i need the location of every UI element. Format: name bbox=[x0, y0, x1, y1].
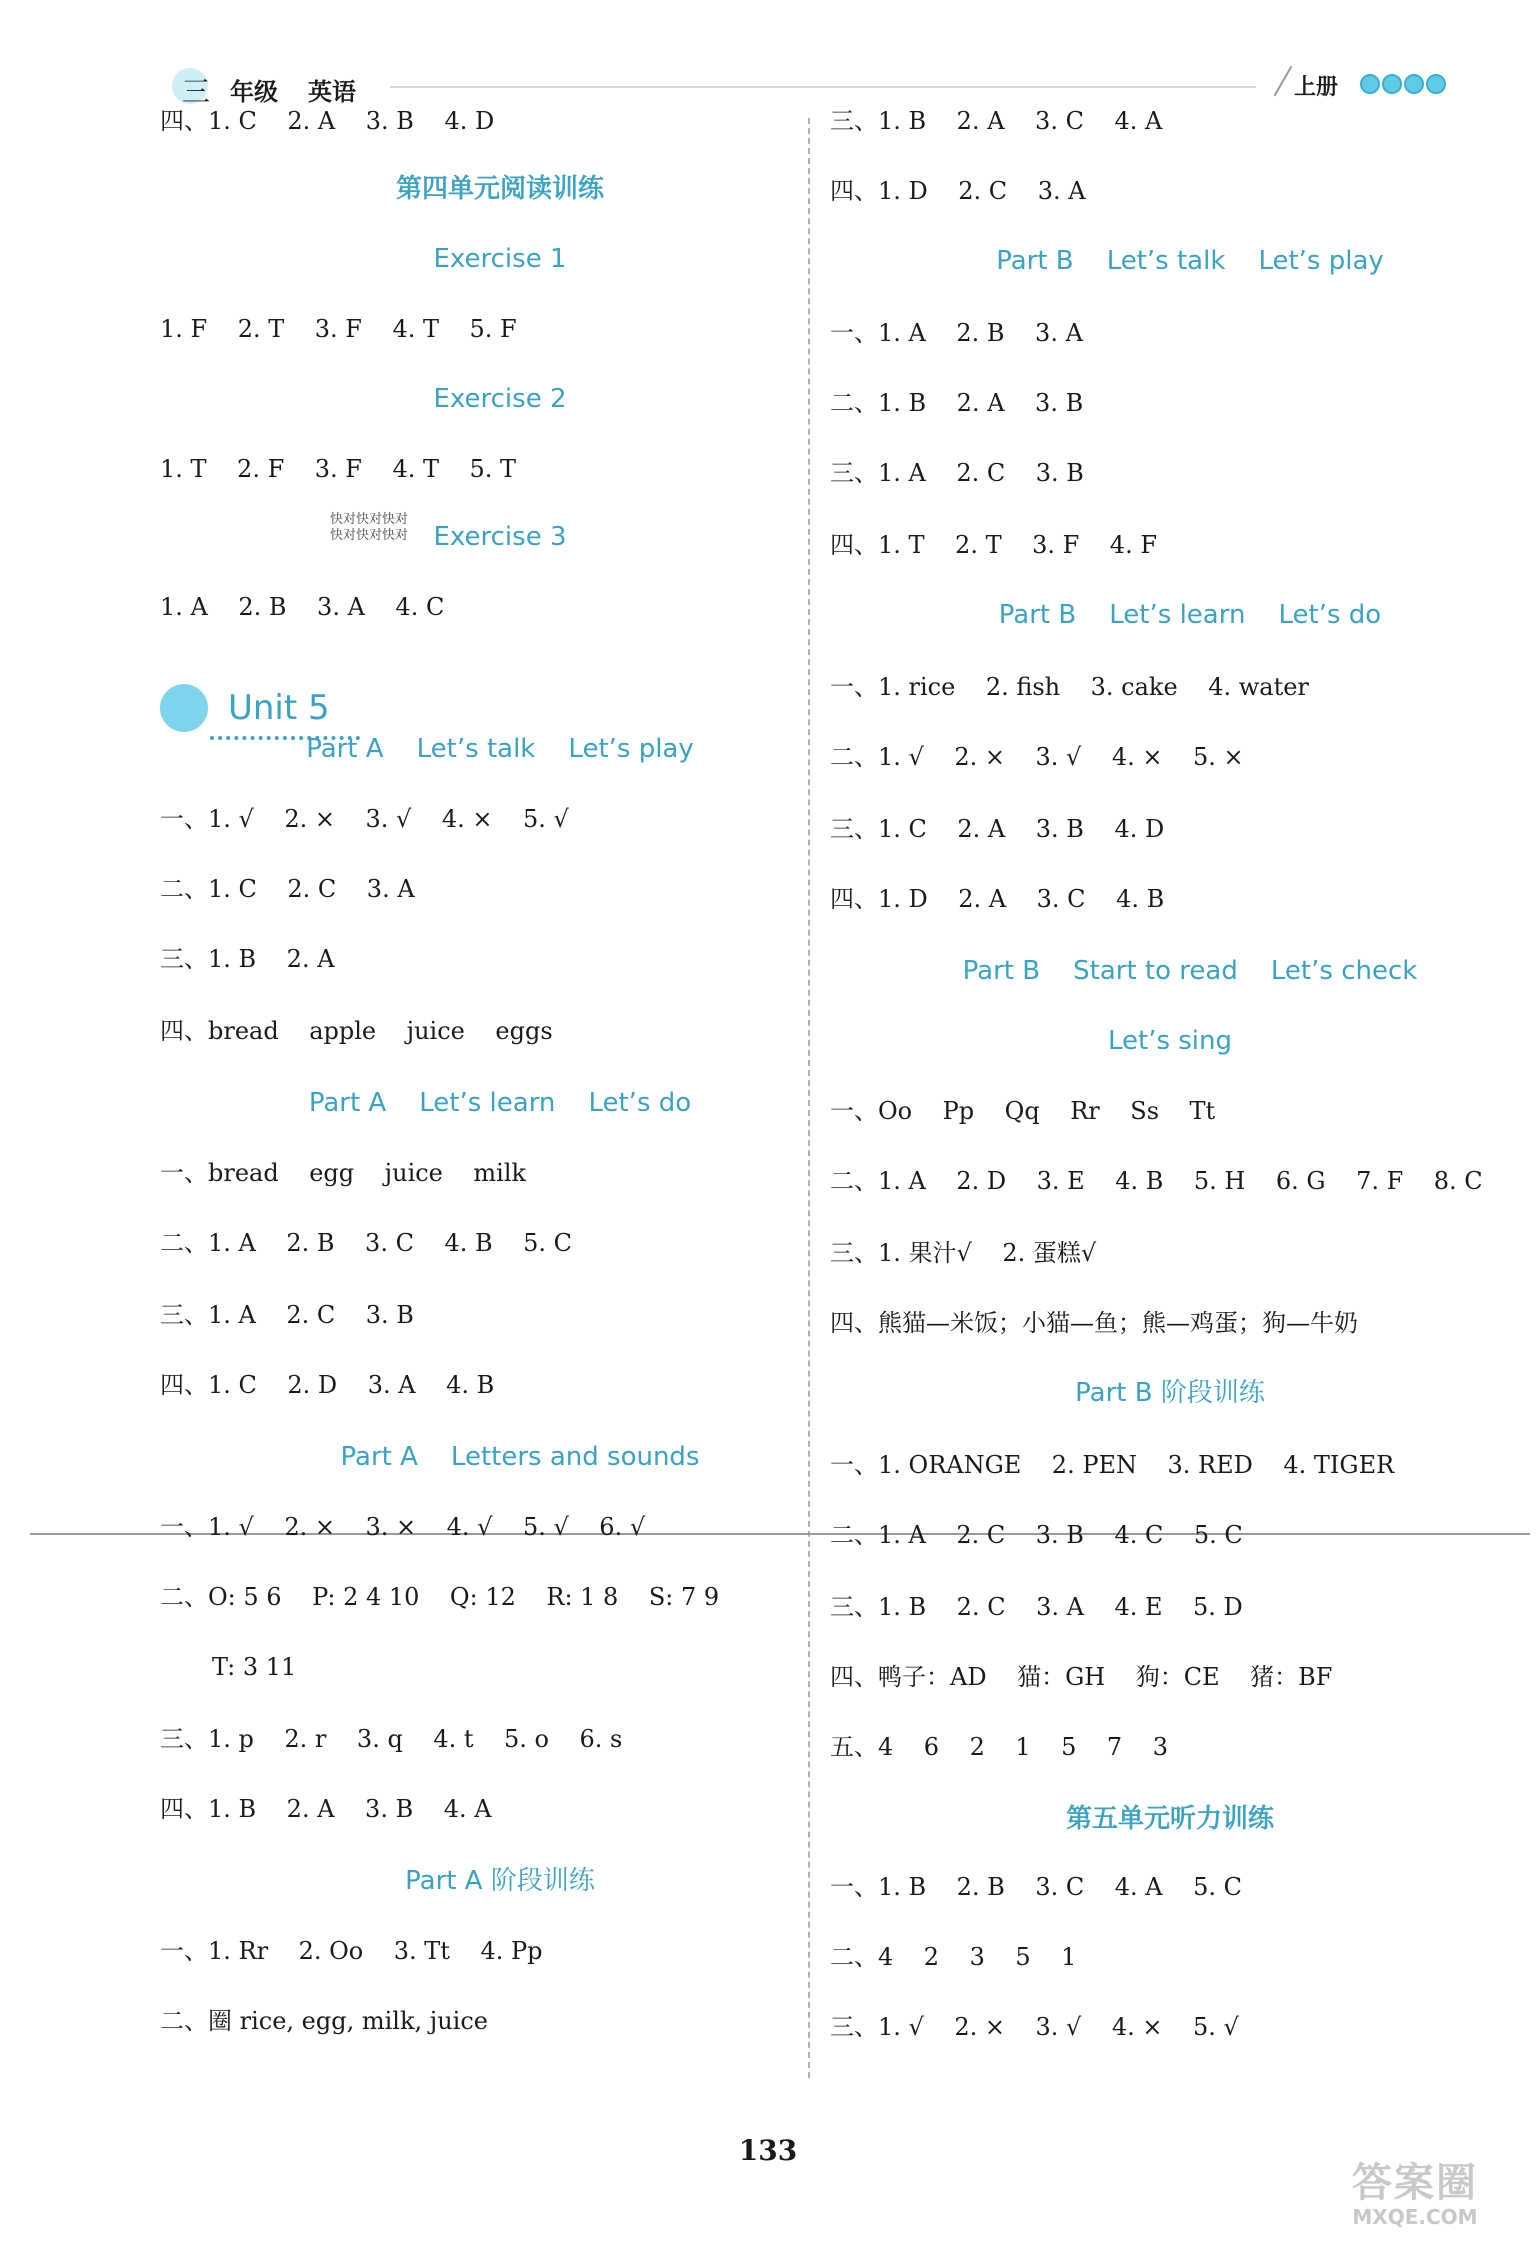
dot-icon bbox=[1426, 74, 1446, 94]
section-heading: 第四单元阅读训练 bbox=[395, 174, 604, 204]
watermark bbox=[1310, 2160, 1520, 2234]
answer-row: 二、圈 rice, egg, milk, juice bbox=[160, 2007, 488, 2035]
answer-row: 四、bread apple juice eggs bbox=[160, 1017, 553, 1045]
answer-row: 一、bread egg juice milk bbox=[160, 1159, 527, 1187]
section-heading: Part A 阶段训练 bbox=[405, 1866, 595, 1896]
answer-row: 四、熊猫—米饭；小猫—鱼；熊—鸡蛋；狗—牛奶 bbox=[830, 1309, 1358, 1337]
answer-row: 一、Oo Pp Qq Rr Ss Tt bbox=[830, 1097, 1216, 1125]
answer-row: 二、1. A 2. B 3. C 4. B 5. C bbox=[160, 1229, 573, 1257]
answer-row: 四、1. D 2. C 3. A bbox=[830, 177, 1086, 205]
answer-row: 二、4 2 3 5 1 bbox=[830, 1943, 1077, 1971]
answer-row: 三、1. B 2. A 3. C 4. A bbox=[830, 107, 1163, 135]
answer-row: 二、1. C 2. C 3. A bbox=[160, 875, 415, 903]
answer-row: 一、1. A 2. B 3. A bbox=[830, 319, 1083, 347]
page-header bbox=[160, 62, 1446, 112]
unit-circle-icon bbox=[160, 684, 208, 732]
answer-row: 三、1. √ 2. × 3. √ 4. × 5. √ bbox=[830, 2013, 1239, 2041]
section-heading: 第五单元听力训练 bbox=[1065, 1804, 1274, 1834]
answer-row: 一、1. ORANGE 2. PEN 3. RED 4. TIGER bbox=[830, 1451, 1395, 1479]
answer-row: 一、1. rice 2. fish 3. cake 4. water bbox=[830, 673, 1309, 701]
volume-label: 上册 bbox=[1293, 75, 1338, 100]
section-heading: Let’s sing bbox=[1107, 1026, 1233, 1056]
subject-label: 英语 bbox=[308, 78, 356, 106]
answer-row: 二、1. B 2. A 3. B bbox=[830, 389, 1084, 417]
answer-row: 四、1. T 2. T 3. F 4. F bbox=[830, 531, 1157, 559]
answer-row: 二、1. √ 2. × 3. √ 4. × 5. × bbox=[830, 743, 1244, 771]
dot-icon bbox=[1404, 74, 1424, 94]
section-heading: Part A Letters and sounds bbox=[340, 1442, 700, 1472]
section-heading: Part B Let’s learn Let’s do bbox=[998, 600, 1382, 630]
answer-row: 1. F 2. T 3. F 4. T 5. F bbox=[160, 315, 517, 343]
answer-row: 二、O: 5 6 P: 2 4 10 Q: 12 R: 1 8 S: 7 9 bbox=[160, 1583, 720, 1611]
answer-row: 四、1. D 2. A 3. C 4. B bbox=[830, 885, 1165, 913]
unit-title: Unit 5 bbox=[228, 688, 330, 728]
answer-row: 二、1. A 2. D 3. E 4. B 5. H 6. G 7. F 8. C bbox=[830, 1167, 1483, 1195]
answer-row: T: 3 11 bbox=[212, 1653, 297, 1681]
answer-row: 四、1. C 2. A 3. B 4. D bbox=[160, 107, 495, 135]
answer-row: 一、1. √ 2. × 3. × 4. √ 5. √ 6. √ bbox=[160, 1513, 646, 1541]
answer-row: 三、1. C 2. A 3. B 4. D bbox=[830, 815, 1165, 843]
answer-row: 1. T 2. F 3. F 4. T 5. T bbox=[160, 455, 517, 483]
dot-icon bbox=[1360, 74, 1380, 94]
header-dots-decoration bbox=[1360, 74, 1446, 94]
answer-row: 一、1. B 2. B 3. C 4. A 5. C bbox=[830, 1873, 1243, 1901]
answer-row: 三、1. A 2. C 3. B bbox=[830, 459, 1084, 487]
section-heading: Part B Start to read Let’s check bbox=[962, 956, 1418, 986]
answer-row: 四、1. C 2. D 3. A 4. B bbox=[160, 1371, 495, 1399]
answer-row: 三、1. B 2. C 3. A 4. E 5. D bbox=[830, 1593, 1243, 1621]
section-heading: Part A Let’s talk Let’s play bbox=[306, 734, 694, 764]
section-heading: Part A Let’s learn Let’s do bbox=[308, 1088, 692, 1118]
section-heading: Exercise 2 bbox=[433, 384, 567, 414]
answer-row: 三、1. p 2. r 3. q 4. t 5. o 6. s bbox=[160, 1725, 623, 1753]
page-number: 133 bbox=[738, 2134, 798, 2167]
answer-row: 三、1. 果汁√ 2. 蛋糕√ bbox=[830, 1239, 1097, 1267]
answer-row: 一、1. Rr 2. Oo 3. Tt 4. Pp bbox=[160, 1937, 543, 1965]
watermark-url: MXQE.COM bbox=[1352, 2205, 1478, 2229]
grade-number: 三 bbox=[182, 75, 211, 108]
stamp-text: 快对快对快对 快对快对快对 bbox=[330, 512, 409, 543]
header-rule bbox=[390, 86, 1256, 88]
answer-row: 四、鸭子：AD 猫：GH 狗：CE 猪：BF bbox=[830, 1663, 1333, 1691]
section-heading: Part B Let’s talk Let’s play bbox=[996, 246, 1384, 276]
answer-row: 二、1. A 2. C 3. B 4. C 5. C bbox=[830, 1521, 1243, 1549]
section-heading: Part B 阶段训练 bbox=[1075, 1378, 1265, 1408]
answer-row: 1. A 2. B 3. A 4. C bbox=[160, 593, 445, 621]
column-divider bbox=[808, 118, 810, 2078]
answer-row: 一、1. √ 2. × 3. √ 4. × 5. √ bbox=[160, 805, 569, 833]
answer-row: 四、1. B 2. A 3. B 4. A bbox=[160, 1795, 492, 1823]
answer-row: 三、1. B 2. A bbox=[160, 945, 335, 973]
header-slash bbox=[1274, 66, 1293, 96]
watermark-title: 答案圈 bbox=[1352, 2160, 1478, 2206]
answer-row: 三、1. A 2. C 3. B bbox=[160, 1301, 414, 1329]
section-heading: Exercise 1 bbox=[433, 244, 567, 274]
answer-row: 五、4 6 2 1 5 7 3 bbox=[830, 1733, 1168, 1761]
grade-label: 年级 bbox=[230, 78, 278, 106]
section-heading: Exercise 3 bbox=[433, 522, 567, 552]
dot-icon bbox=[1382, 74, 1402, 94]
